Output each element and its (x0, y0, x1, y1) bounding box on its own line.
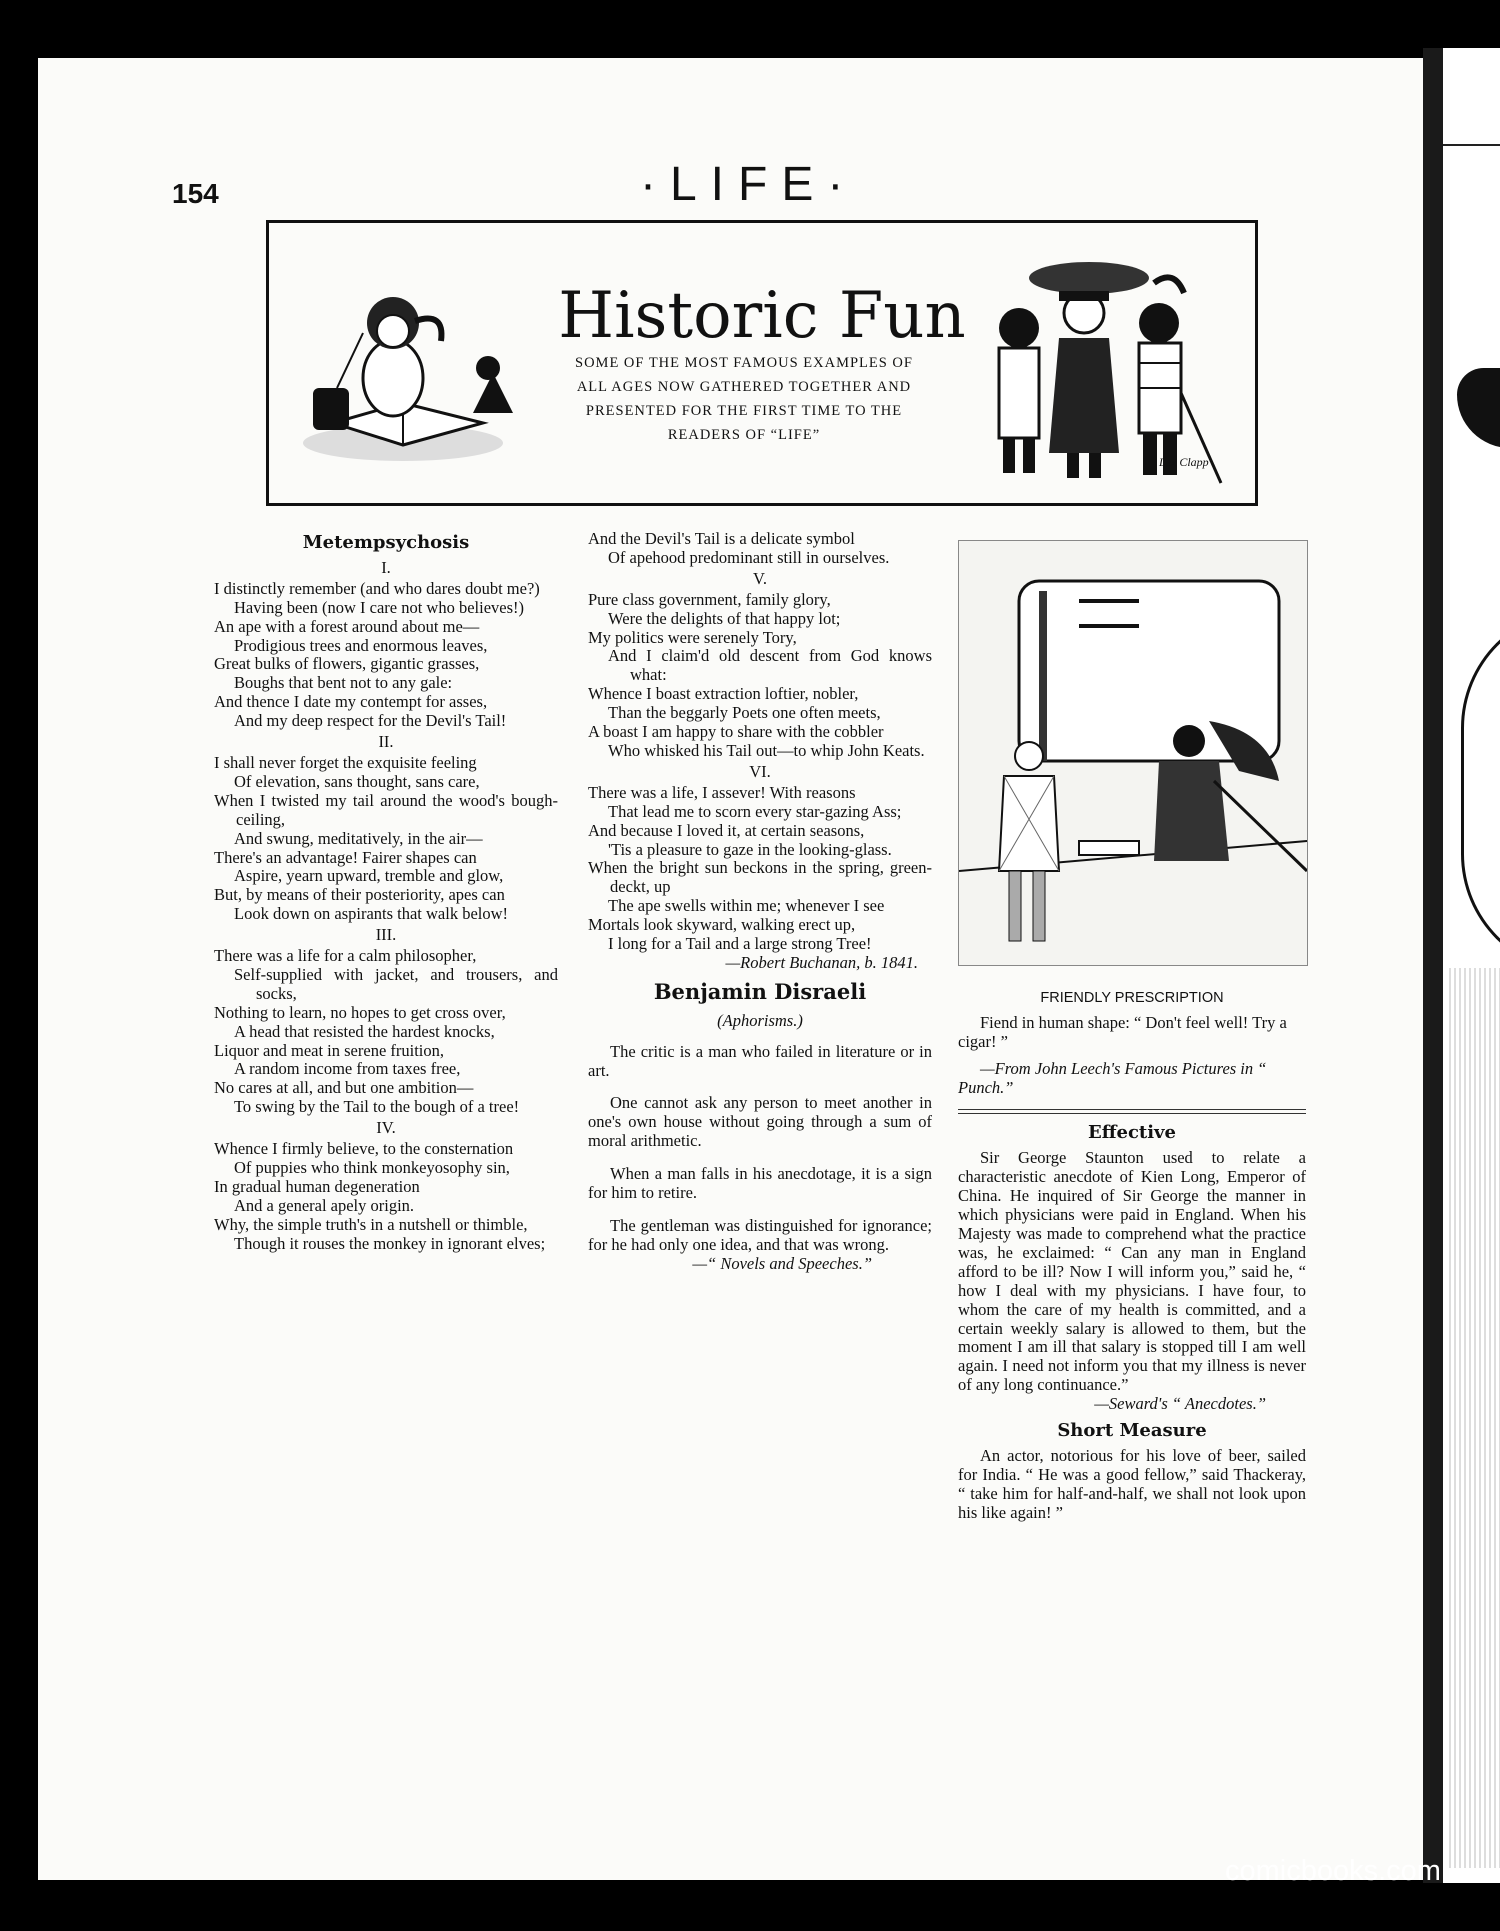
poem-line: Of apehood predominant still in ourselves. (608, 547, 890, 567)
artist-signature: Lex Clapp (1159, 455, 1209, 469)
banner-title: Historic Fun (558, 279, 966, 353)
cartoon-column (958, 540, 1306, 1537)
poem-line: Who whisked his Tail out—to whip John Keats. (608, 740, 925, 760)
poem-line: Pure class government, family glory, (588, 589, 831, 609)
poem-line: I shall never forget the exquisite feeling (214, 752, 477, 772)
stanza-numeral: IV. (376, 1118, 396, 1138)
banner-subtitle: SOME OF THE MOST FAMOUS EXAMPLES OF ALL AGES NOW GATHERED TOGETHER AND PRESENTED FOR THE FIRST TIME TO THE READERS OF “LIFE” (575, 355, 913, 443)
book-spine (1423, 48, 1443, 1883)
poem-line: Great bulks of flowers, gigantic grasses, (214, 654, 480, 674)
cartoon-attribution: —From John Leech's Famous Pictures in “ Punch.” (958, 1058, 1267, 1097)
poem-line: Mortals look skyward, walking erect up, (588, 915, 856, 935)
poem-line: Aspire, yearn upward, tremble and glow, (234, 866, 504, 886)
poem-column-2 (588, 530, 932, 1274)
poem-line: A head that resisted the hardest knocks, (234, 1021, 495, 1041)
poem-line: There's an advantage! Fairer shapes can (214, 847, 477, 867)
cartoon-caption: Fiend in human shape: “ Don't feel well! Try a cigar! ” (958, 1012, 1287, 1051)
poem-line: And because I loved it, at certain seasons, (588, 820, 865, 840)
stanza-numeral: I. (381, 557, 391, 577)
disraeli-aphorism: The critic is a man who failed in literature or in art. (588, 1041, 932, 1080)
effective-title: Effective (1088, 1122, 1176, 1144)
adjacent-page-illustration (1457, 368, 1500, 448)
poem-line: My politics were serenely Tory, (588, 627, 797, 647)
poem-line: But, by means of their posteriority, apes can (214, 885, 505, 905)
stanza-numeral: V. (753, 568, 767, 588)
poem-line: Self-supplied with jacket, and trousers, and socks, (234, 964, 558, 1003)
poem-line: Liquor and meat in serene fruition, (214, 1040, 445, 1060)
poem-line: Were the delights of that happy lot; (608, 608, 841, 628)
adjacent-page-edge (1443, 48, 1500, 1883)
poem-line: Boughs that bent not to any gale: (234, 673, 453, 693)
poem-line: Nothing to learn, no hopes to get cross over, (214, 1002, 506, 1022)
effective-text: Sir George Staunton used to relate a characteristic anecdote of Kien Long, Emperor of China. He inquired of Sir George the manner in which physicians were paid in England. When his Majesty was made to comprehend what the practice was, he exclaimed: “ Can any man in England afford to be ill? Now I will inform you,” said he, “ how I deal with my physicians. I have four, to whom the care of my health is committed, and a certain weekly salary is allowed to them, but the moment I am ill that salary is stopped till I am well again. I need not inform you that my illness is never of any long continuance.” (958, 1148, 1306, 1395)
poem-line: I long for a Tail and a large strong Tree! (608, 934, 872, 954)
adjacent-page-rule (1443, 144, 1500, 146)
poem-line: And my deep respect for the Devil's Tail! (234, 711, 507, 731)
poem-line: The ape swells within me; whenever I see (608, 896, 885, 916)
disraeli-aphorism: The gentleman was distinguished for ignorance; for he had only one idea, and that was wrong. (588, 1216, 932, 1254)
poem-line: When the bright sun beckons in the spring, green-deckt, up (588, 858, 932, 897)
poem-line: 'Tis a pleasure to gaze in the looking-glass. (608, 839, 892, 859)
poem-stanzas-part-1 (214, 559, 558, 1254)
poem-column-1 (214, 530, 558, 1254)
effective-attribution: —Seward's “ Anecdotes.” (1094, 1394, 1266, 1414)
cartoon-caption-title: FRIENDLY PRESCRIPTION (1040, 989, 1224, 1006)
disraeli-attribution: —“ Novels and Speeches.” (692, 1253, 872, 1273)
poem-line: And I claim'd old descent from God knows what: (608, 646, 932, 685)
disraeli-aphorism: When a man falls in his anecdotage, it is a sign for him to retire. (588, 1164, 932, 1203)
masthead: ·LIFE· (640, 158, 858, 211)
poem-line: And a general apely origin. (234, 1195, 415, 1215)
poem-stanzas-part-2 (588, 530, 932, 954)
disraeli-subtitle: (Aphorisms.) (717, 1010, 803, 1030)
poem-line: Of puppies who think monkeyosophy sin, (234, 1158, 510, 1177)
poem-line: Whence I boast extraction loftier, nobler, (588, 684, 859, 704)
watermark: comicbooks.com (1225, 1855, 1441, 1887)
poem-line: To swing by the Tail to the bough of a tree! (234, 1097, 520, 1117)
poem-line: And swung, meditatively, in the air— (234, 828, 483, 848)
poem-line: That lead me to scorn every star-gazing Ass; (608, 801, 902, 821)
stanza-numeral: III. (375, 925, 397, 945)
stanza-numeral: II. (378, 732, 394, 752)
poem-line: No cares at all, and but one ambition— (214, 1078, 474, 1098)
poem-line: There was a life for a calm philosopher, (214, 946, 477, 966)
disraeli-title: Benjamin Disraeli (653, 978, 867, 1004)
poem-line: Of elevation, sans thought, sans care, (234, 771, 480, 791)
poem-attribution: —Robert Buchanan, b. 1841. (725, 952, 918, 972)
poem-line: Whence I firmly believe, to the consternation (214, 1139, 514, 1159)
poem-line: Though it rouses the monkey in ignorant elves; (234, 1233, 546, 1253)
poem-line: When I twisted my tail around the wood's bough-ceiling, (214, 790, 558, 829)
poem-line: Than the beggarly Poets one often meets, (608, 703, 881, 723)
poem-line: Having been (now I care not who believes!) (234, 597, 525, 617)
poem-line: And thence I date my contempt for asses, (214, 692, 488, 712)
section-divider (958, 1109, 1306, 1114)
poem-title: Metempsychosis (302, 532, 470, 553)
short-measure-text: An actor, notorious for his love of beer, sailed for India. “ He was a good fellow,” said Thackeray, “ take him for half-and-half, we shall not look upon his like again! ” (958, 1445, 1306, 1522)
adjacent-page-curve (1461, 608, 1500, 974)
stanza-numeral: VI. (749, 761, 771, 781)
poem-line: A boast I am happy to share with the cobbler (588, 722, 884, 742)
poem-line: Look down on aspirants that walk below! (234, 904, 509, 924)
poem-line: A random income from taxes free, (234, 1059, 461, 1079)
poem-line: I distinctly remember (and who dares doubt me?) (214, 578, 540, 598)
poem-line: In gradual human degeneration (214, 1176, 420, 1196)
disraeli-aphorism: One cannot ask any person to meet another in one's own house without going through a sum of moral arithmetic. (588, 1093, 932, 1151)
short-measure-title: Short Measure (1057, 1420, 1207, 1442)
poem-line: An ape with a forest around about me— (214, 616, 480, 636)
poem-line: There was a life, I assever! With reasons (588, 782, 856, 802)
adjacent-page-shading (1449, 968, 1500, 1868)
historic-fun-banner (266, 220, 1258, 506)
poem-line: And the Devil's Tail is a delicate symbol (588, 529, 855, 548)
leech-cartoon-illustration (958, 540, 1308, 966)
page-number: 154 (172, 178, 219, 209)
poem-line: Why, the simple truth's in a nutshell or thimble, (214, 1214, 528, 1234)
poem-line: Prodigious trees and enormous leaves, (234, 635, 488, 655)
